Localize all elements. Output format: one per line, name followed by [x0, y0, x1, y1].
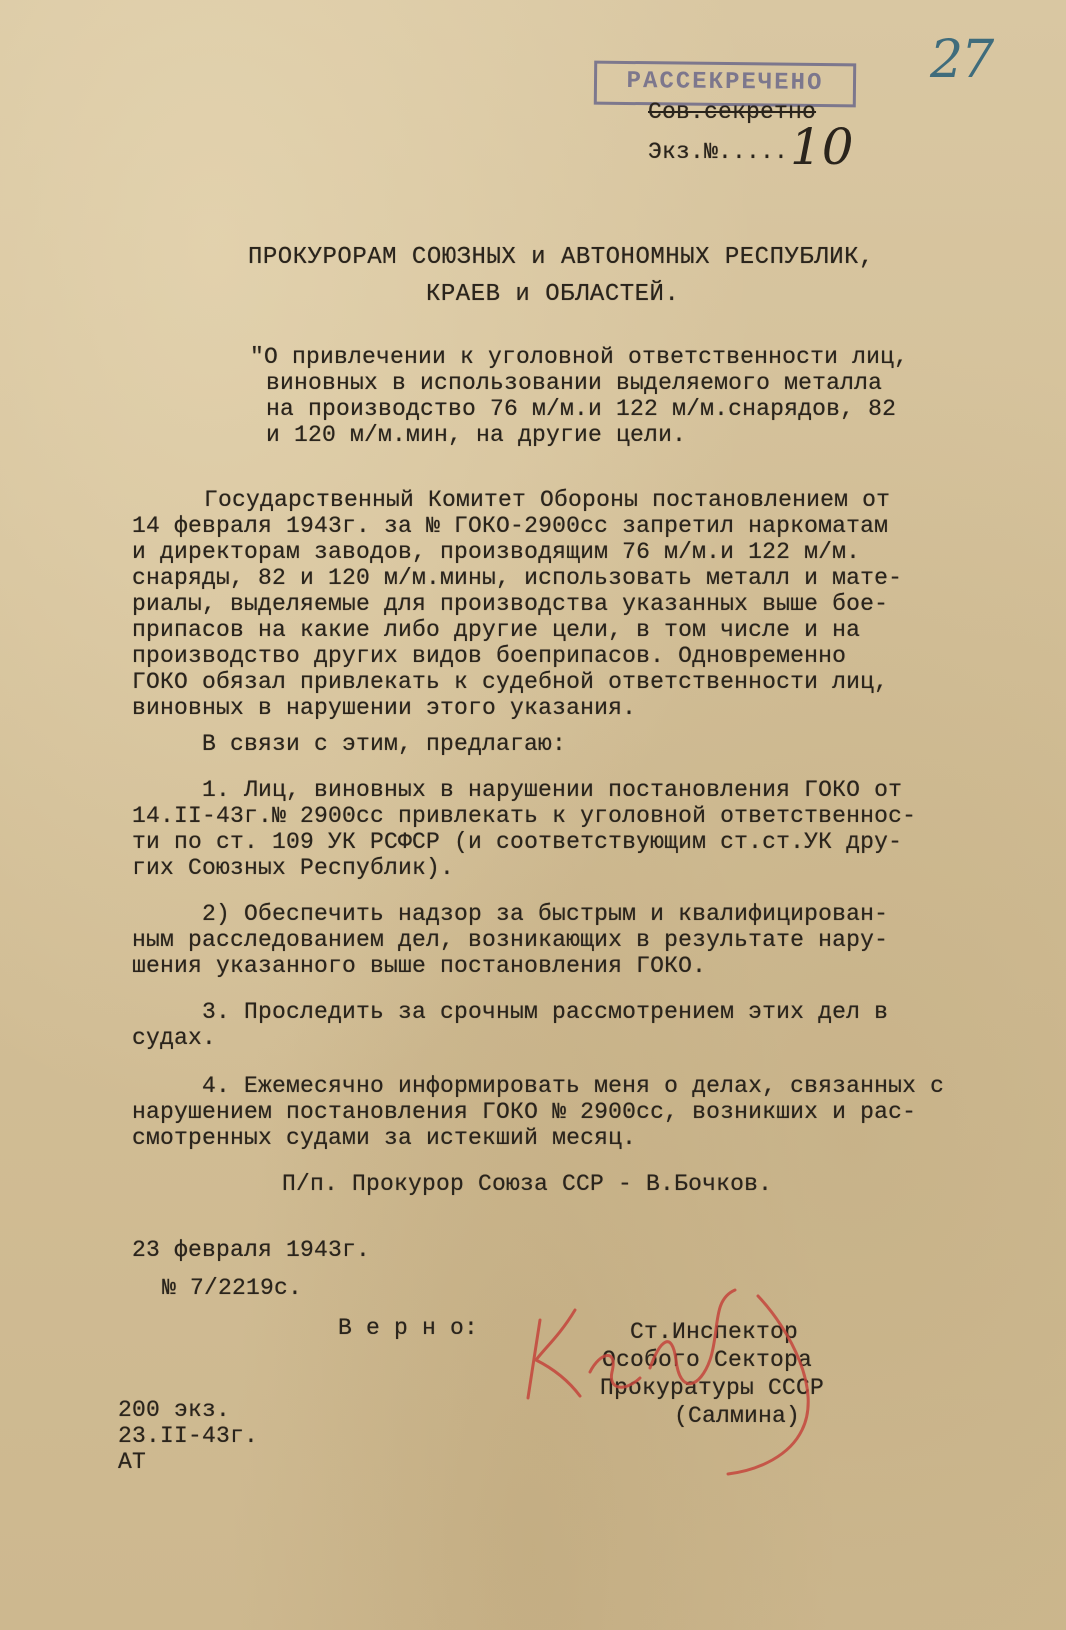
body-line: 2) Обеспечить надзор за быстрым и квалифицирован- — [202, 901, 889, 927]
body-line: риалы, выделяемые для производства указанных выше бое- — [132, 591, 889, 617]
signature-line: П/п. Прокурор Союза ССР - В.Бочков. — [282, 1171, 773, 1197]
secret-marking: Сов.секретно — [648, 99, 817, 125]
body-line: ным расследованием дел, возникающих в результате нару- — [132, 927, 889, 953]
document-date: 23 февраля 1943г. — [132, 1237, 371, 1263]
certification-label: В е р н о: — [338, 1315, 479, 1341]
body-line: 4. Ежемесячно информировать меня о делах, связанных с — [202, 1073, 945, 1099]
body-line: виновных в нарушении этого указания. — [132, 695, 637, 721]
body-line: ти по ст. 109 УК РСФСР (и соответствующим ст.ст.УК дру- — [132, 829, 903, 855]
certifier-name: (Салмина) — [674, 1403, 801, 1429]
subject-line: и 120 м/м.мин, на другие цели. — [266, 422, 687, 448]
subject-line: на производство 76 м/м.и 122 м/м.снарядов, 82 — [266, 396, 897, 422]
footer-line: АТ — [118, 1449, 147, 1475]
addressee-line-2: КРАЕВ и ОБЛАСТЕЙ. — [426, 281, 680, 308]
certifier-title: Прокуратуры СССР — [600, 1375, 825, 1401]
subject-line: виновных в использовании выделяемого металла — [266, 370, 883, 396]
copy-label: Экз.№..... — [648, 139, 789, 165]
body-line: ГОКО обязал привлекать к судебной ответственности лиц, — [132, 669, 889, 695]
body-line: 3. Проследить за срочным рассмотрением этих дел в — [202, 999, 889, 1025]
body-line: гих Союзных Республик). — [132, 855, 455, 881]
archive-number: 27 — [930, 30, 993, 90]
addressee-line-1: ПРОКУРОРАМ СОЮЗНЫХ и АВТОНОМНЫХ РЕСПУБЛИК, — [248, 244, 874, 271]
footer-line: 200 экз. — [118, 1397, 231, 1423]
body-line: судах. — [132, 1025, 217, 1051]
declassified-stamp: РАССЕКРЕЧЕНО — [594, 61, 856, 108]
body-line: Государственный Комитет Обороны постановлением от — [204, 487, 891, 513]
certifier-title: Особого Сектора — [602, 1347, 813, 1373]
body-line: смотренных судами за истекший месяц. — [132, 1125, 637, 1151]
body-line: производство других видов боеприпасов. Одновременно — [132, 643, 847, 669]
proposal-intro: В связи с этим, предлагаю: — [202, 731, 567, 757]
body-line: и директорам заводов, производящим 76 м/м.и 122 м/м. — [132, 539, 861, 565]
certifier-title: Ст.Инспектор — [630, 1319, 799, 1345]
body-line: снаряды, 82 и 120 м/м.мины, использовать металл и мате- — [132, 565, 903, 591]
body-line: 1. Лиц, виновных в нарушении постановления ГОКО от — [202, 777, 903, 803]
body-line: нарушением постановления ГОКО № 2900сс, возникших и рас- — [132, 1099, 917, 1125]
body-line: припасов на какие либо другие цели, в том числе и на — [132, 617, 861, 643]
registration-number: № 7/2219с. — [162, 1275, 303, 1301]
footer-line: 23.II-43г. — [118, 1423, 259, 1449]
body-line: 14 февраля 1943г. за № ГОКО-2900сс запретил наркоматам — [132, 513, 889, 539]
body-line: шения указанного выше постановления ГОКО. — [132, 953, 707, 979]
subject-line: "О привлечении к уголовной ответственности лиц, — [250, 344, 909, 370]
copy-number: 10 — [790, 118, 854, 176]
body-line: 14.II-43г.№ 2900сс привлекать к уголовной ответственнос- — [132, 803, 917, 829]
